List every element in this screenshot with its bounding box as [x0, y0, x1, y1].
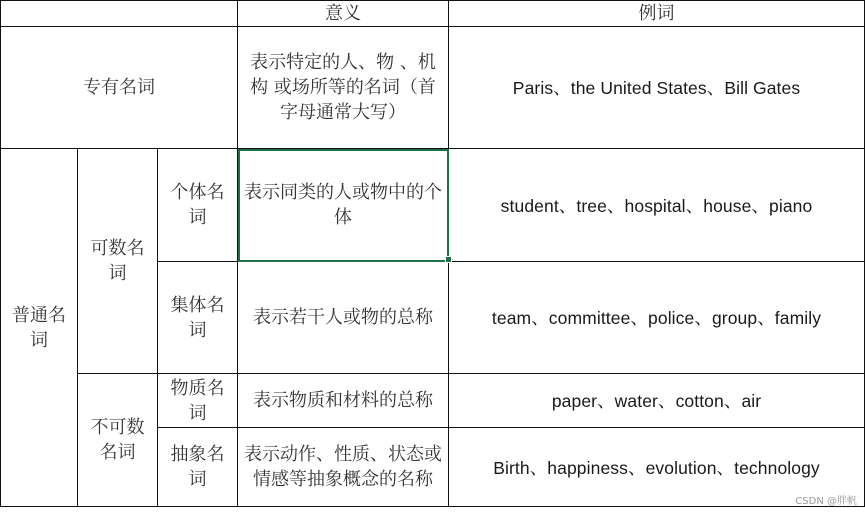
- header-empty-cell[interactable]: [1, 1, 238, 27]
- collective-noun-label-cell[interactable]: 集体名词: [158, 262, 238, 374]
- material-noun-row: [1, 374, 865, 428]
- header-meaning-cell[interactable]: 意义: [238, 1, 449, 27]
- header-row: [1, 1, 865, 27]
- individual-noun-example-cell[interactable]: student、tree、hospital、house、piano: [449, 149, 865, 262]
- uncountable-noun-label-cell[interactable]: 不可数名词: [78, 374, 158, 507]
- header-example-cell[interactable]: 例词: [449, 1, 865, 27]
- watermark-text: CSDN @胖帆: [795, 496, 857, 507]
- countable-noun-label-cell[interactable]: 可数名词: [78, 149, 158, 374]
- material-noun-label-cell[interactable]: 物质名词: [158, 374, 238, 428]
- collective-noun-meaning-cell[interactable]: 表示若干人或物的总称: [238, 262, 449, 374]
- individual-noun-row: [1, 149, 865, 262]
- proper-noun-row: [1, 27, 865, 149]
- abstract-noun-example-cell[interactable]: Birth、happiness、evolution、technology: [449, 428, 865, 507]
- abstract-noun-meaning-cell[interactable]: 表示动作、性质、状态或情感等抽象概念的名称: [238, 428, 449, 507]
- proper-noun-example-cell[interactable]: Paris、the United States、Bill Gates: [449, 27, 865, 149]
- individual-noun-meaning-cell[interactable]: 表示同类的人或物中的个体: [238, 149, 449, 262]
- material-noun-meaning-cell[interactable]: 表示物质和材料的总称: [238, 374, 449, 428]
- individual-noun-label-cell[interactable]: 个体名词: [158, 149, 238, 262]
- proper-noun-label-cell[interactable]: 专有名词: [1, 27, 238, 149]
- selection-fill-handle[interactable]: [445, 256, 452, 263]
- proper-noun-meaning-cell[interactable]: 表示特定的人、物 、机构 或场所等的名词（首字母通常大写）: [238, 27, 449, 149]
- collective-noun-example-cell[interactable]: team、committee、police、group、family: [449, 262, 865, 374]
- material-noun-example-cell[interactable]: paper、water、cotton、air: [449, 374, 865, 428]
- abstract-noun-label-cell[interactable]: 抽象名词: [158, 428, 238, 507]
- common-noun-label-cell[interactable]: 普通名词: [1, 149, 78, 507]
